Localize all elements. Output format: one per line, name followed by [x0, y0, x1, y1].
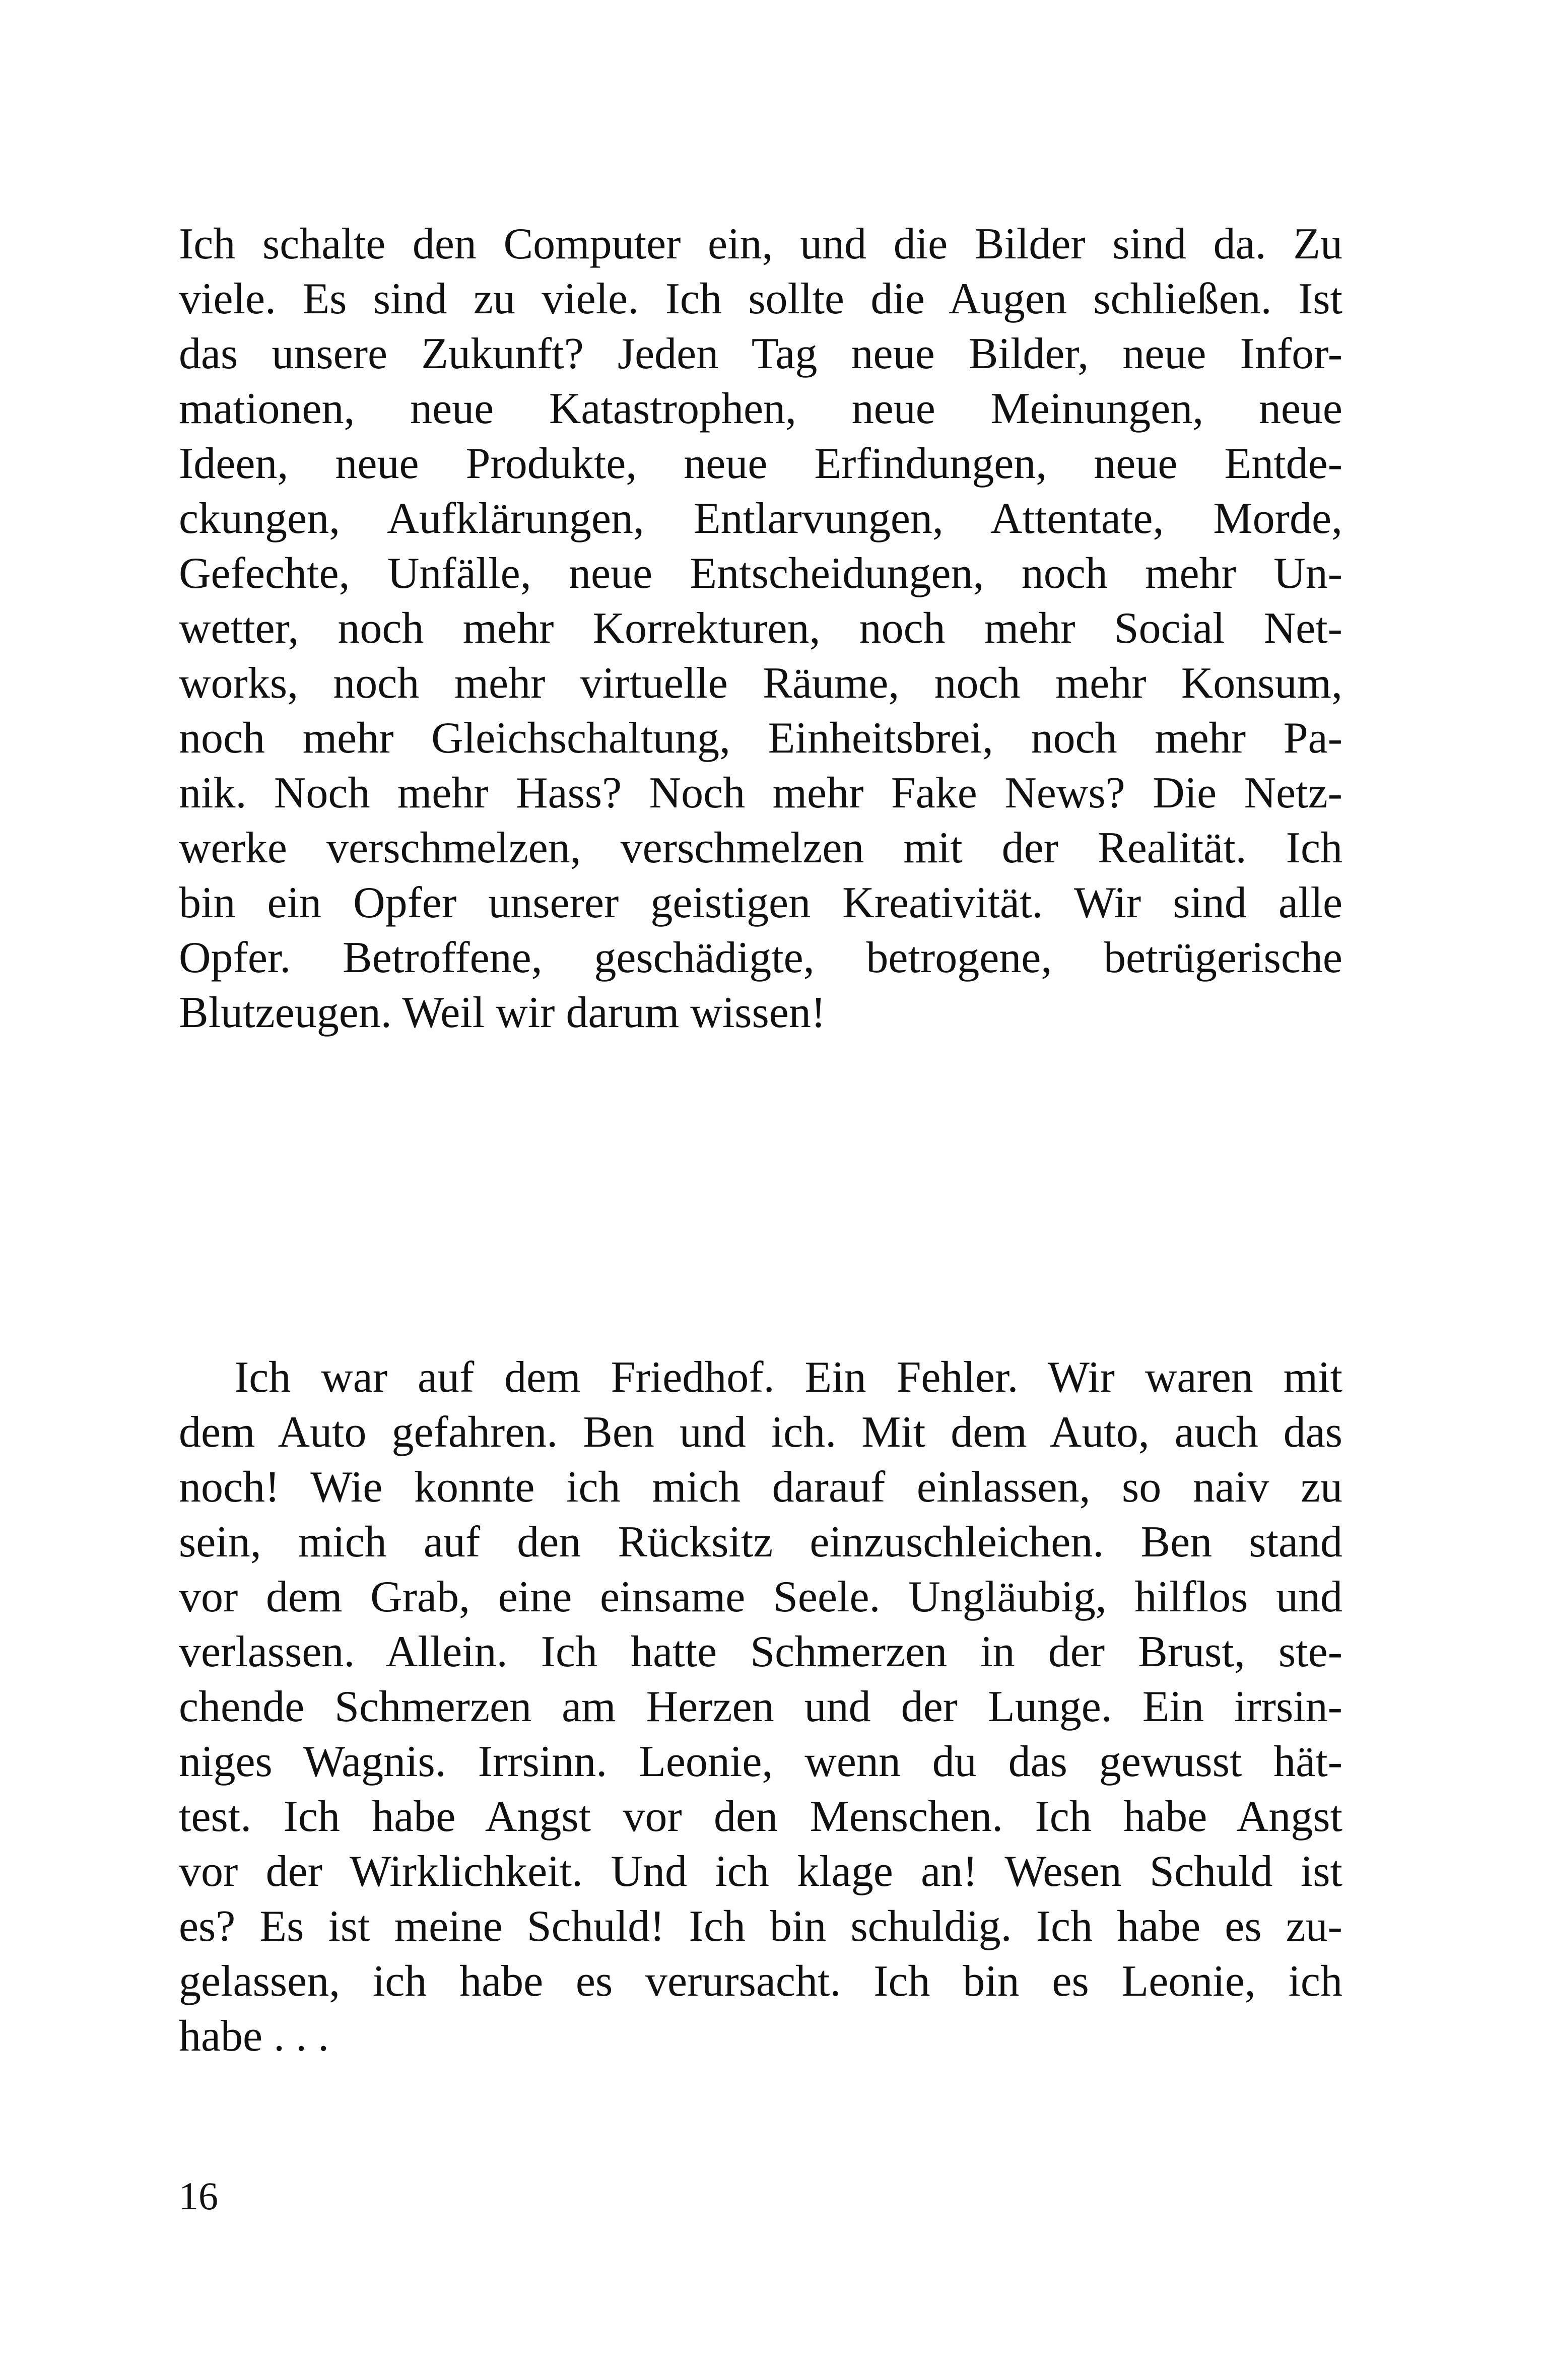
text-line: vor der Wirklichkeit. Und ich klage an! Wesen Schuld ist: [179, 1847, 1342, 1896]
text-line: mationen, neue Katastrophen, neue Meinungen, neue: [179, 384, 1342, 433]
text-line: noch mehr Gleichschaltung, Einheitsbrei, noch mehr Pa-: [179, 714, 1342, 763]
text-line: works, noch mehr virtuelle Räume, noch mehr Konsum,: [179, 659, 1342, 708]
text-line: es? Es ist meine Schuld! Ich bin schuldig. Ich habe es zu-: [179, 1902, 1342, 1951]
text-line: werke verschmelzen, verschmelzen mit der Realität. Ich: [179, 824, 1342, 872]
text-line: Opfer. Betroffene, geschädigte, betrogene, betrügerische: [179, 933, 1342, 982]
text-line: viele. Es sind zu viele. Ich sollte die Augen schließen. Ist: [179, 275, 1342, 323]
text-line: verlassen. Allein. Ich hatte Schmerzen in der Brust, ste-: [179, 1627, 1342, 1676]
text-line: Gefechte, Unfälle, neue Entscheidungen, noch mehr Un-: [179, 549, 1342, 598]
text-line: Ideen, neue Produkte, neue Erfindungen, neue Entde-: [179, 439, 1342, 488]
text-line: ckungen, Aufklärungen, Entlarvungen, Attentate, Morde,: [179, 494, 1342, 543]
text-line: gelassen, ich habe es verursacht. Ich bin es Leonie, ich: [179, 1957, 1342, 2006]
text-line: test. Ich habe Angst vor den Menschen. Ich habe Angst: [179, 1792, 1342, 1841]
text-line: chende Schmerzen am Herzen und der Lunge. Ein irrsin-: [179, 1682, 1342, 1731]
page-number: 16: [179, 2174, 218, 2218]
text-line: sein, mich auf den Rücksitz einzuschleichen. Ben stand: [179, 1518, 1342, 1567]
text-line: niges Wagnis. Irrsinn. Leonie, wenn du das gewusst hät-: [179, 1737, 1342, 1786]
text-line: vor dem Grab, eine einsame Seele. Ungläubig, hilflos und: [179, 1573, 1342, 1621]
text-line: noch! Wie konnte ich mich darauf einlassen, so naiv zu: [179, 1463, 1342, 1512]
text-line: habe . . .: [179, 2012, 329, 2061]
text-line: Ich schalte den Computer ein, und die Bilder sind da. Zu: [179, 220, 1342, 268]
text-line: Ich war auf dem Friedhof. Ein Fehler. Wir waren mit: [234, 1353, 1342, 1402]
text-line: Blutzeugen. Weil wir darum wissen!: [179, 988, 826, 1037]
text-line: wetter, noch mehr Korrekturen, noch mehr Social Net-: [179, 604, 1342, 653]
text-line: dem Auto gefahren. Ben und ich. Mit dem Auto, auch das: [179, 1408, 1342, 1457]
text-line: das unsere Zukunft? Jeden Tag neue Bilder, neue Infor-: [179, 329, 1342, 378]
text-line: nik. Noch mehr Hass? Noch mehr Fake News? Die Netz-: [179, 769, 1342, 818]
paragraph-1: [179, 217, 1342, 1040]
paragraph-2: [179, 1350, 1342, 2064]
text-line: bin ein Opfer unserer geistigen Kreativität. Wir sind alle: [179, 878, 1342, 927]
